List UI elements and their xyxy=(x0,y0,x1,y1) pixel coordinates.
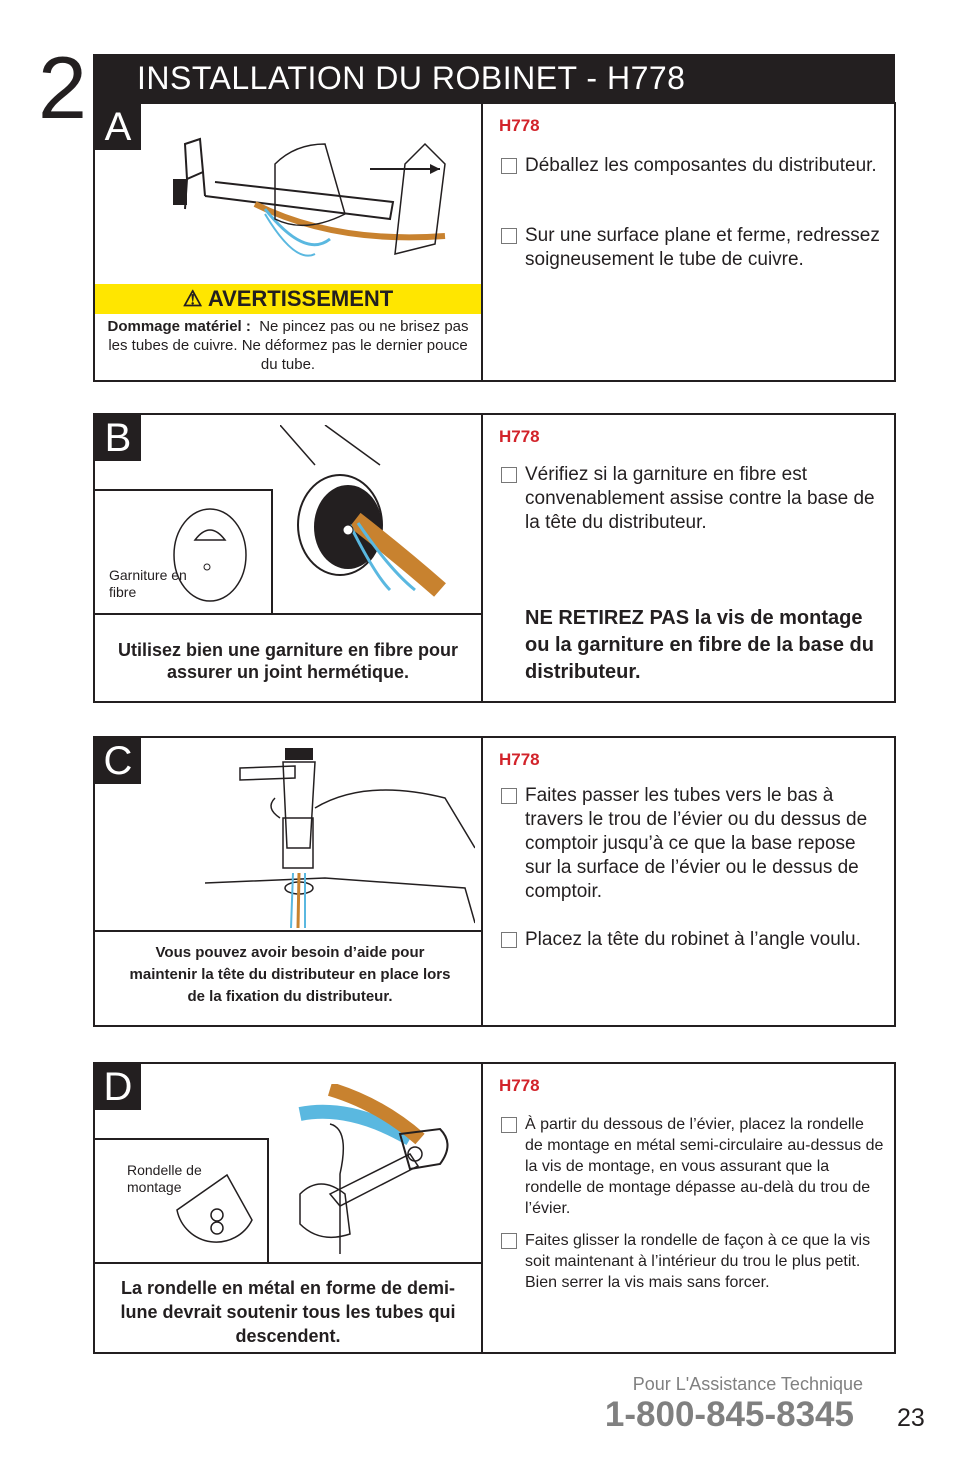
panel-note: NE RETIREZ PAS la vis de montage ou la garniture en fibre de la base du distributeur. xyxy=(525,607,874,683)
warning-body: Ne pincez pas ou ne brisez pas les tubes de cuivre. Ne déformez pas le dernier pouce du tube. xyxy=(108,318,469,373)
faucet-insert-illustration xyxy=(205,748,475,928)
panel-letter: C xyxy=(95,738,141,784)
caption-divider xyxy=(95,613,481,615)
checkbox[interactable] xyxy=(501,228,517,244)
checkbox[interactable] xyxy=(501,1233,517,1249)
step-item xyxy=(499,784,884,904)
panel-caption: La rondelle en métal en forme de demi-lune devrait soutenir tous les tubes qui descendent. xyxy=(120,1278,456,1346)
model-code: H778 xyxy=(499,427,540,446)
warning-label: Dommage matériel : xyxy=(107,318,251,335)
panel-b xyxy=(93,413,896,703)
step-item xyxy=(499,1114,884,1219)
divider xyxy=(481,104,483,380)
support-label: Pour L'Assistance Technique xyxy=(632,1374,863,1394)
washer-inset xyxy=(95,1138,269,1264)
checkbox[interactable] xyxy=(501,467,517,483)
step-item xyxy=(499,928,884,952)
step-text: Faites passer les tubes vers le bas à travers le trou de l’évier ou du dessus de comptoir jusqu’à ce que la base repose sur la surface de l’évier ou le dessus de comptoir. xyxy=(525,785,868,902)
panel-caption: Vous pouvez avoir besoin d’aide pour maintenir la tête du distributeur en place lors de la fixation du distributeur. xyxy=(129,944,451,1005)
panel-c xyxy=(93,736,896,1027)
caption-divider xyxy=(95,1262,481,1264)
faucet-unpack-illustration xyxy=(155,124,475,284)
panel-d xyxy=(93,1062,896,1354)
step-item xyxy=(499,224,884,272)
warning-title: AVERTISSEMENT xyxy=(207,286,394,311)
checkbox[interactable] xyxy=(501,788,517,804)
washer-label: Rondelle de montage xyxy=(127,1162,202,1195)
gasket-inset xyxy=(95,489,273,615)
caption-divider xyxy=(95,930,481,932)
step-text: Faites glisser la rondelle de façon à ce que la vis soit maintenant à l’intérieur du trou le plus petit. Bien serrer la vis mais sans forcer. xyxy=(525,1232,871,1291)
page-number: 23 xyxy=(897,1404,925,1432)
divider xyxy=(481,415,483,701)
gasket-label: Garniture en fibre xyxy=(109,567,187,600)
panel-caption: Utilisez bien une garniture en fibre pour assurer un joint hermétique. xyxy=(117,640,459,682)
panel-letter: A xyxy=(95,104,141,150)
warning-icon: ⚠ xyxy=(182,286,203,311)
checkbox[interactable] xyxy=(501,1117,517,1133)
step-item xyxy=(499,1230,884,1293)
warning-banner xyxy=(95,284,481,314)
support-phone[interactable]: 1-800-845-8345 xyxy=(604,1395,854,1434)
panel-letter: B xyxy=(95,415,141,461)
faucet-base-illustration xyxy=(280,425,480,615)
step-text: Sur une surface plane et ferme, redressez soigneusement le tube de cuivre. xyxy=(525,225,880,270)
step-item xyxy=(499,463,884,535)
step-number: 2 xyxy=(38,38,87,137)
panel-letter: D xyxy=(95,1064,141,1110)
checkbox[interactable] xyxy=(501,932,517,948)
panel-a xyxy=(93,102,896,382)
model-code: H778 xyxy=(499,116,540,135)
model-code: H778 xyxy=(499,750,540,769)
step-text: Déballez les composantes du distributeur. xyxy=(525,155,877,176)
divider xyxy=(481,1064,483,1352)
section-header xyxy=(93,54,895,102)
divider xyxy=(481,738,483,1025)
step-item xyxy=(499,154,884,178)
step-text: Vérifiez si la garniture en fibre est convenablement assise contre la base de la tête du distributeur. xyxy=(525,464,875,533)
section-title: INSTALLATION DU ROBINET - H778 xyxy=(137,60,686,96)
model-code: H778 xyxy=(499,1076,540,1095)
step-text: À partir du dessous de l’évier, placez la rondelle de montage en métal semi-circulaire au-dessus de la vis de montage, en vous assurant que la rondelle de montage dépasse au-delà du trou de l’évier. xyxy=(525,1116,884,1217)
step-text: Placez la tête du robinet à l’angle voulu. xyxy=(525,929,861,950)
warning-text xyxy=(101,317,475,374)
mounting-washer-illustration xyxy=(290,1084,480,1254)
checkbox[interactable] xyxy=(501,158,517,174)
